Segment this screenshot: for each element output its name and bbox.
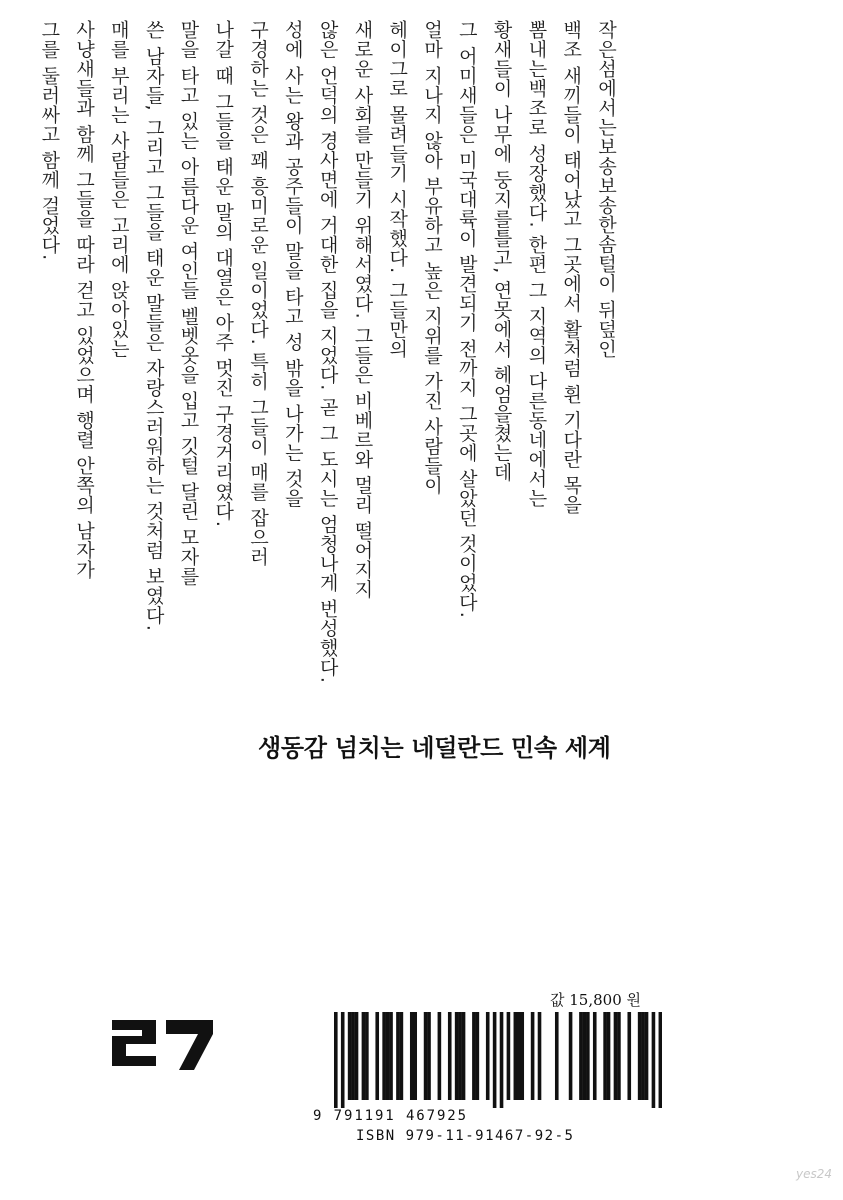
body-text-line-4: 황새들이 나무에 둥지를틀고, 연못에서 헤엄을쳤는데 [490, 20, 513, 482]
barcode-digits: 9 791191 467925 [313, 1108, 468, 1124]
barcode-bar [438, 1012, 442, 1100]
body-text-line-12: 나갈 때 그들을 태운 말의 대열은 아주 멋진 구경거리였다. [212, 20, 235, 528]
barcode-bar [448, 1012, 452, 1100]
barcode-bar [507, 1012, 511, 1100]
barcode-bar [517, 1012, 521, 1100]
body-text-line-3: 뽐내는백조로 성장했다. 한편 그 지역의 다른동네에서는 [525, 20, 548, 508]
barcode-bar [427, 1012, 431, 1100]
barcode-bar [638, 1012, 642, 1100]
barcode-bar [555, 1012, 559, 1100]
body-text-line-17: 그를 둘러싸고 함께 걸었다. [38, 20, 61, 261]
body-text-line-16: 사냥새들과 함께 그들을 따라 걷고 있었으며 행렬 안쪽의 남자가 [73, 20, 96, 580]
body-text-line-2: 백조 새끼들이 태어났고 그곳에서 활처럼 휜 기다란 목을 [560, 20, 583, 515]
body-text-line-13: 말을 타고 있는 아름다운 여인들 벨벳옷을 입고 깃털 달린 모자를 [177, 20, 200, 586]
price-label: 값 15,800 원 [550, 991, 642, 1009]
barcode-bar [410, 1012, 414, 1100]
barcode-bar [579, 1012, 583, 1100]
barcode-bar [334, 1012, 338, 1108]
barcode-bar [627, 1012, 631, 1100]
body-text [31, 20, 623, 684]
barcode-bar [500, 1012, 504, 1108]
body-text-line-9: 않은 언덕의 경사면에 거대한 집을 지었다. 곧 그 도시는 엄청나게 번성했다. [316, 20, 339, 684]
barcode-bar [607, 1012, 611, 1100]
barcode-bar [424, 1012, 428, 1100]
body-text-line-5: 그 어미새들은 미국대륙이 발견되기 전까지 그곳에 살았던 것이었다. [455, 20, 478, 619]
barcode-bar [413, 1012, 417, 1100]
barcode-bar [341, 1012, 345, 1108]
barcode-bar [365, 1012, 369, 1100]
barcode [334, 1012, 662, 1108]
publisher-logo-27-icon [110, 1014, 215, 1070]
body-text-line-15: 매를 부리는 사람들은 고리에 앉아있는 [107, 20, 130, 359]
body-text-line-8: 새로운 사회를 만들기 위해서였다. 그들은 비베르와 멀리 떨어지지 [351, 20, 374, 599]
barcode-bar [538, 1012, 542, 1100]
barcode-bar [569, 1012, 573, 1100]
barcode-bar [531, 1012, 535, 1100]
barcode-bar [603, 1012, 607, 1100]
barcode-bar [382, 1012, 386, 1100]
barcode-bar [362, 1012, 366, 1100]
barcode-bar [396, 1012, 400, 1100]
barcode-bar [614, 1012, 618, 1100]
body-text-line-6: 얼마 지나지 않아 부유하고 높은 지위를 가진 사람들이 [421, 20, 444, 495]
body-text-line-14: 쓴 남자들, 그리고 그들을 태운 말들은 자랑스러워하는 것처럼 보였다. [142, 20, 165, 632]
barcode-bar [348, 1012, 352, 1100]
barcode-bar [389, 1012, 393, 1100]
body-text-line-11: 구경하는 것은 꽤 흥미로운 일이었다. 특히 그들이 매를 잡으러 [247, 20, 270, 567]
barcode-bar [476, 1012, 480, 1100]
barcode-bar [462, 1012, 466, 1100]
barcode-bar [375, 1012, 379, 1100]
barcode-bar [351, 1012, 355, 1100]
barcode-bar [486, 1012, 490, 1100]
barcode-bar [493, 1012, 497, 1108]
barcode-bar [652, 1012, 656, 1108]
tagline: 생동감 넘치는 네덜란드 민속 세계 [258, 734, 611, 762]
barcode-bar [520, 1012, 524, 1100]
barcode-bar [586, 1012, 590, 1100]
barcode-bar [472, 1012, 476, 1100]
isbn-label: ISBN 979-11-91467-92-5 [356, 1128, 575, 1144]
barcode-bar [400, 1012, 404, 1100]
body-text-line-1: 작은섬에서는보송보송한솜털이 뒤덮인 [595, 20, 617, 359]
watermark: yes24 [796, 1167, 833, 1181]
body-text-line-10: 성에 사는 왕과 공주들이 말을 타고 성 밖을 나가는 것을 [281, 20, 304, 508]
barcode-bar [458, 1012, 462, 1100]
barcode-bar [617, 1012, 621, 1100]
barcode-bar [645, 1012, 649, 1100]
barcode-bar [514, 1012, 518, 1100]
barcode-bar [641, 1012, 645, 1100]
barcode-bar [593, 1012, 597, 1100]
barcode-bar [455, 1012, 459, 1100]
barcode-bar [583, 1012, 587, 1100]
barcode-bar [355, 1012, 359, 1100]
body-text-line-7: 헤이그로 몰려들기 시작했다. 그들만의 [386, 20, 409, 359]
barcode-bar [659, 1012, 662, 1108]
barcode-bar [386, 1012, 390, 1100]
